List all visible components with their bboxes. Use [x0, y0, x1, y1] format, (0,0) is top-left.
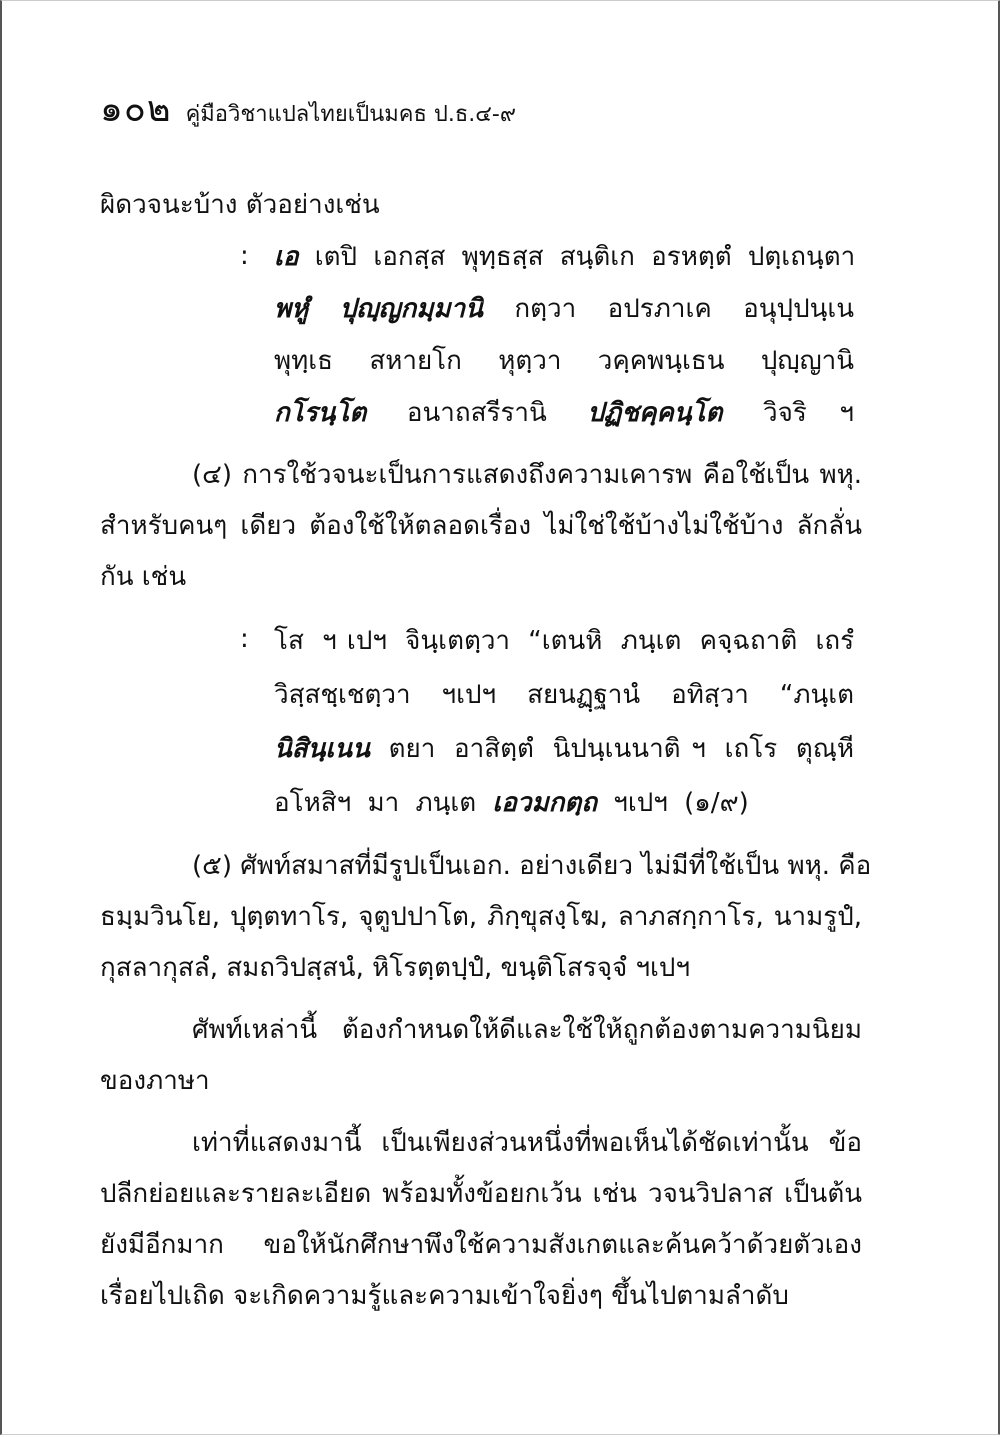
- example-word: พุทฺธสฺส: [461, 242, 544, 272]
- example-word: กตฺวา: [514, 294, 577, 324]
- example-word: ปุญฺญานิ: [760, 346, 855, 376]
- example-word: วิสฺสชฺเชตฺวา: [274, 680, 411, 710]
- example-word: อาสิตฺตํ: [454, 734, 534, 764]
- para-5-line: (๕) ศัพท์สมาสที่มีรูปเป็นเอก. อย่างเดียว ไม่มีที่ใช้เป็น พหุ. คือ: [192, 851, 872, 881]
- page-number: ๑๐๒: [100, 89, 172, 130]
- example-word: สยนฏฺฐานํ: [527, 680, 641, 710]
- emphasized-word: เอวมกตฺถ: [492, 788, 598, 818]
- emphasized-word: นิสินฺเนน: [274, 734, 370, 764]
- example-word: อทิสฺวา: [671, 680, 749, 710]
- example-word: เตปิ: [314, 242, 358, 272]
- para-4-line: สำหรับคนๆ เดียว ต้องใช้ให้ตลอดเรื่อง ไม่ใช่ใช้บ้างไม่ใช้บ้าง ลักลั่น: [100, 511, 862, 541]
- example-colon: :: [240, 624, 249, 654]
- example-word: ตยา: [388, 734, 436, 764]
- example-word: เถรํ: [815, 626, 855, 656]
- example-word: (๑/๙): [684, 788, 749, 818]
- emphasized-word: เอ: [274, 242, 299, 272]
- para-5-line: ธมฺมวินโย, ปุตฺตทาโร, จุตูปปาโต, ภิกฺขุสงฺโฆ, ลาภสกฺกาโร, นามรูปํ,: [100, 902, 862, 932]
- example-word: อนุปฺปนฺเน: [743, 294, 855, 324]
- example-line: [274, 722, 862, 776]
- running-title: คู่มือวิชาแปลไทยเป็นมคธ ป.ธ.๔-๙: [185, 102, 516, 127]
- example-word: หุตฺวา: [498, 346, 562, 376]
- example-word: ฯเปฯ: [441, 680, 497, 710]
- para-7-line: ปลีกย่อยและรายละเอียด พร้อมทั้งข้อยกเว้น เช่น วจนวิปลาส เป็นต้น: [100, 1179, 862, 1209]
- example-word: นิปนฺเนนาติ ฯ: [552, 734, 706, 764]
- example-colon: :: [240, 241, 249, 271]
- para-4-line: กัน เช่น: [100, 562, 187, 592]
- example-block-1: [240, 231, 862, 439]
- example-word: สหายโก: [369, 346, 462, 376]
- intro-line: ผิดวจนะบ้าง ตัวอย่างเช่น: [100, 190, 380, 220]
- example-line: [274, 614, 862, 668]
- example-word: เถโร: [724, 734, 778, 764]
- page-header: [100, 80, 516, 137]
- para-4-line: (๔) การใช้วจนะเป็นการแสดงถึงความเคารพ คือใช้เป็น พหุ.: [192, 460, 862, 490]
- example-word: อนาถสรีรานิ: [406, 398, 547, 428]
- para-7-line: เรื่อยไปเถิด จะเกิดความรู้และความเข้าใจยิ่งๆ ขึ้นไปตามลำดับ: [100, 1281, 789, 1311]
- example-word: โส: [274, 626, 304, 656]
- emphasized-word: ปุญฺญกมฺมานิ: [339, 294, 483, 324]
- example-word: “เตนหิ: [528, 626, 603, 656]
- example-line: [274, 776, 862, 830]
- example-line: [274, 283, 862, 335]
- example-block-2: [240, 614, 862, 830]
- page-body: [100, 180, 872, 1322]
- example-line: [274, 668, 862, 722]
- para-5-line: กุสลากุสลํ, สมถวิปสฺสนํ, หิโรตฺตปฺปํ, ขนฺติโสรจฺจํ ฯเปฯ: [100, 953, 691, 983]
- para-6-line: ของภาษา: [100, 1066, 210, 1096]
- example-word: ตุณฺหี: [795, 734, 855, 764]
- example-word: วิจริ ฯ: [763, 398, 854, 428]
- example-word: พุทฺเธ: [274, 346, 334, 376]
- emphasized-word: ปฏิชคฺคนฺโต: [587, 398, 723, 428]
- para-7-line: เท่าที่แสดงมานี้ เป็นเพียงส่วนหนึ่งที่พอเห็นได้ชัดเท่านั้น ข้อ: [192, 1128, 862, 1158]
- example-word: คจฺฉถาติ: [699, 626, 798, 656]
- example-word: อโหสิฯ: [274, 788, 352, 818]
- example-word: ปตฺเถนฺตา: [747, 242, 856, 272]
- emphasized-word: พหูํ: [274, 294, 309, 324]
- example-word: วคฺคพนฺเธน: [597, 346, 725, 376]
- example-word: จินฺเตตฺวา: [405, 626, 511, 656]
- example-word: ฯเปฯ: [613, 788, 668, 818]
- example-word: ภนฺเต: [415, 788, 477, 818]
- example-word: ฯ เปฯ: [322, 626, 387, 656]
- example-word: “ภนฺเต: [779, 680, 854, 710]
- emphasized-word: กโรนฺโต: [274, 398, 367, 428]
- para-7-line: ยังมีอีกมาก ขอให้นักศึกษาพึงใช้ความสังเกตและค้นคว้าด้วยตัวเอง: [100, 1230, 862, 1260]
- example-word: เอกสฺส: [373, 242, 446, 272]
- para-6-line: ศัพท์เหล่านี้ ต้องกำหนดให้ดีและใช้ให้ถูกต้องตามความนิยม: [192, 1015, 862, 1045]
- example-word: อปรภาเค: [607, 294, 712, 324]
- example-word: อรหตฺตํ: [651, 242, 732, 272]
- example-word: สนฺติเก: [559, 242, 635, 272]
- example-word: มา: [367, 788, 400, 818]
- example-line: [274, 387, 862, 439]
- example-word: ภนฺเต: [620, 626, 682, 656]
- example-line: [274, 231, 862, 283]
- example-line: [274, 335, 862, 387]
